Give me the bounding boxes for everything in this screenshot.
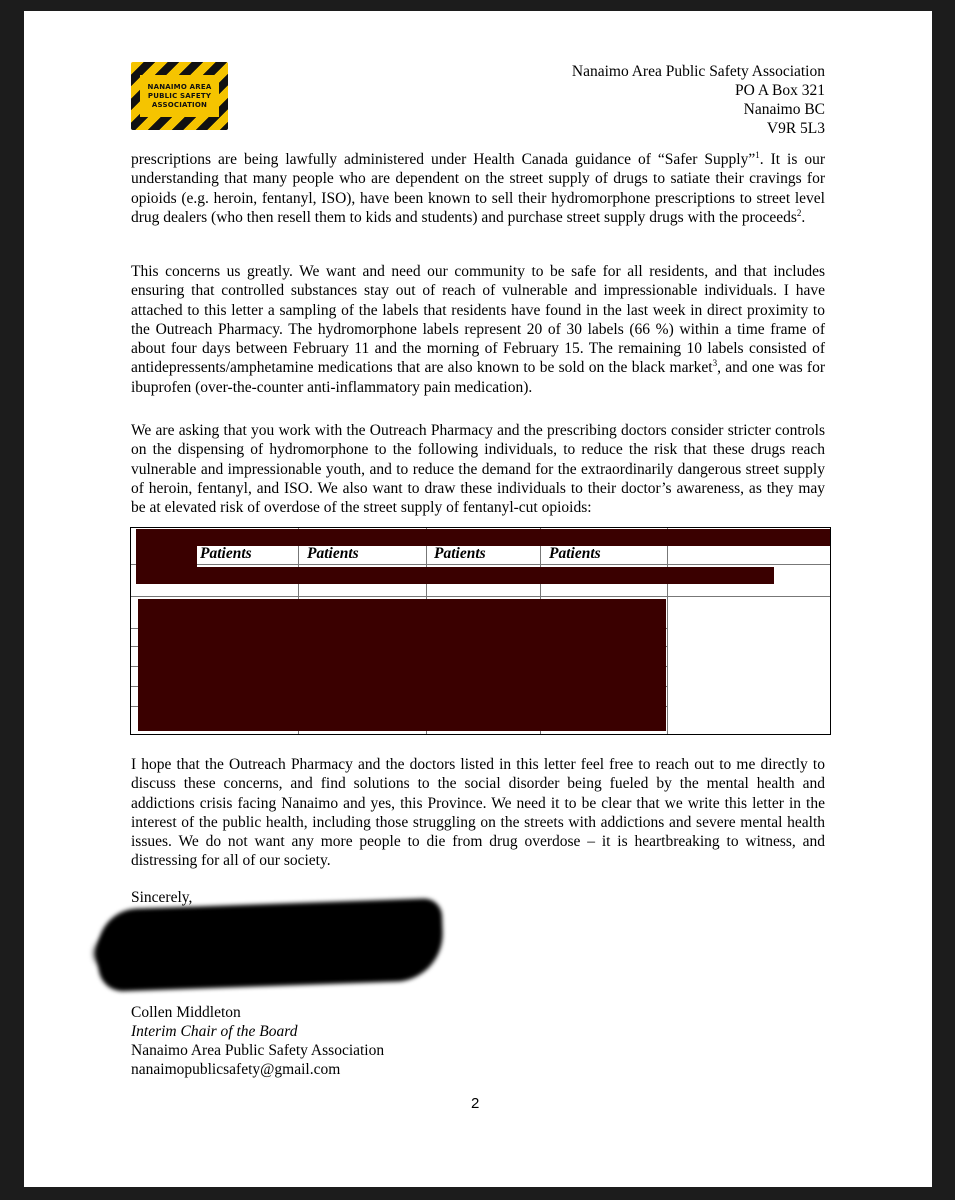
redaction-bar: [136, 546, 197, 567]
signer-organization: Nanaimo Area Public Safety Association: [131, 1042, 385, 1059]
signer-title: Interim Chair of the Board: [131, 1023, 298, 1040]
table-col-divider: [667, 528, 668, 734]
table-header-patients: Patients: [549, 545, 601, 562]
table-header-patients: Patients: [200, 545, 252, 562]
paragraph-2: [131, 262, 825, 397]
table-header-patients: Patients: [307, 545, 359, 562]
address-line-3: Nanaimo BC: [743, 101, 825, 118]
logo-line-2: PUBLIC SAFETY: [147, 91, 212, 100]
p1-text-a: prescriptions are being lawfully administered under Health Canada guidance of “Safer Supply”: [131, 151, 756, 168]
paragraph-3: We are asking that you work with the Outreach Pharmacy and the prescribing doctors consider stricter controls on the dispensing of hydromorphone to the following individuals, to reduce the risk that these drugs reach vulnerable and impressionable youth, and to reduce the demand for the extraordinarily dangerous street supply of heroin, fentanyl, and ISO. We also want to draw these individuals to their doctor’s awareness, as they may be at elevated risk of overdose of the street supply of fentanyl-cut opioids:: [131, 422, 825, 517]
p2-text-b: , and one was for ibuprofen (over-the-counter anti-inflammatory pain medication).: [131, 359, 825, 396]
p1-text-c: .: [801, 208, 806, 226]
logo-label: [140, 75, 219, 117]
page-number: 2: [471, 1095, 480, 1112]
address-line-1: Nanaimo Area Public Safety Association: [571, 63, 825, 80]
address-line-2: PO A Box 321: [734, 82, 825, 99]
p1-text-b: . It is our understanding that many people who are dependent on the street supply of drugs to satiate their cravings for opioids (e.g. heroin, fentanyl, ISO), have been known to sell their hydromorphone prescriptions to street level drug dealers (who then resell them to kids and students) and purchase street supply drugs with the proceeds: [131, 151, 826, 226]
logo-line-3: ASSOCIATION: [151, 100, 208, 109]
letter-page: [24, 11, 932, 1187]
association-logo: [131, 62, 228, 130]
signer-email: nanaimopublicsafety@gmail.com: [131, 1061, 341, 1078]
signature-block: [131, 1003, 384, 1079]
footnote-ref-2: 2: [796, 207, 802, 218]
closing-salutation: Sincerely,: [131, 889, 193, 906]
p2-text-a: This concerns us greatly. We want and need our community to be safe for all residents, and that includes ensuring that controlled substances stay out of reach of vulnerable and impressionable individuals. I have attached to this letter a sampling of the labels that residents have found in the last week in direct proximity to the Outreach Pharmacy. The hydromorphone labels represent 20 of 30 labels (66 %) within a time frame of about four days between February 11 and the morning of February 15. The remaining 10 labels consisted of antidepressents/amphetamine medications that are also known to be sold on the black market: [131, 263, 825, 377]
table-header-patients: Patients: [434, 545, 486, 562]
redaction-bar: [136, 567, 774, 584]
sender-address: [572, 62, 825, 138]
table-row-divider: [131, 596, 830, 597]
footnote-ref-3: 3: [712, 358, 718, 369]
redaction-block: [138, 599, 666, 731]
redacted-signature-mark: [94, 931, 164, 976]
table-row-divider: [131, 564, 830, 565]
footnote-ref-1: 1: [755, 149, 760, 160]
address-line-4: V9R 5L3: [766, 120, 825, 137]
paragraph-4: I hope that the Outreach Pharmacy and the doctors listed in this letter feel free to reach out to me directly to discuss these concerns, and find solutions to the social disorder being fueled by the mental health and addictions crisis facing Nanaimo and yes, this Province. We need it to be clear that we write this letter in the interest of the public health, including those struggling on the streets with addictions and severe mental health issues. We do not want any more people to die from drug overdose – it is heartbreaking to witness, and distressing for all of our society.: [131, 756, 825, 870]
logo-line-1: NANAIMO AREA: [147, 82, 212, 91]
signer-name: Collen Middleton: [131, 1004, 241, 1021]
paragraph-1: [131, 150, 825, 227]
